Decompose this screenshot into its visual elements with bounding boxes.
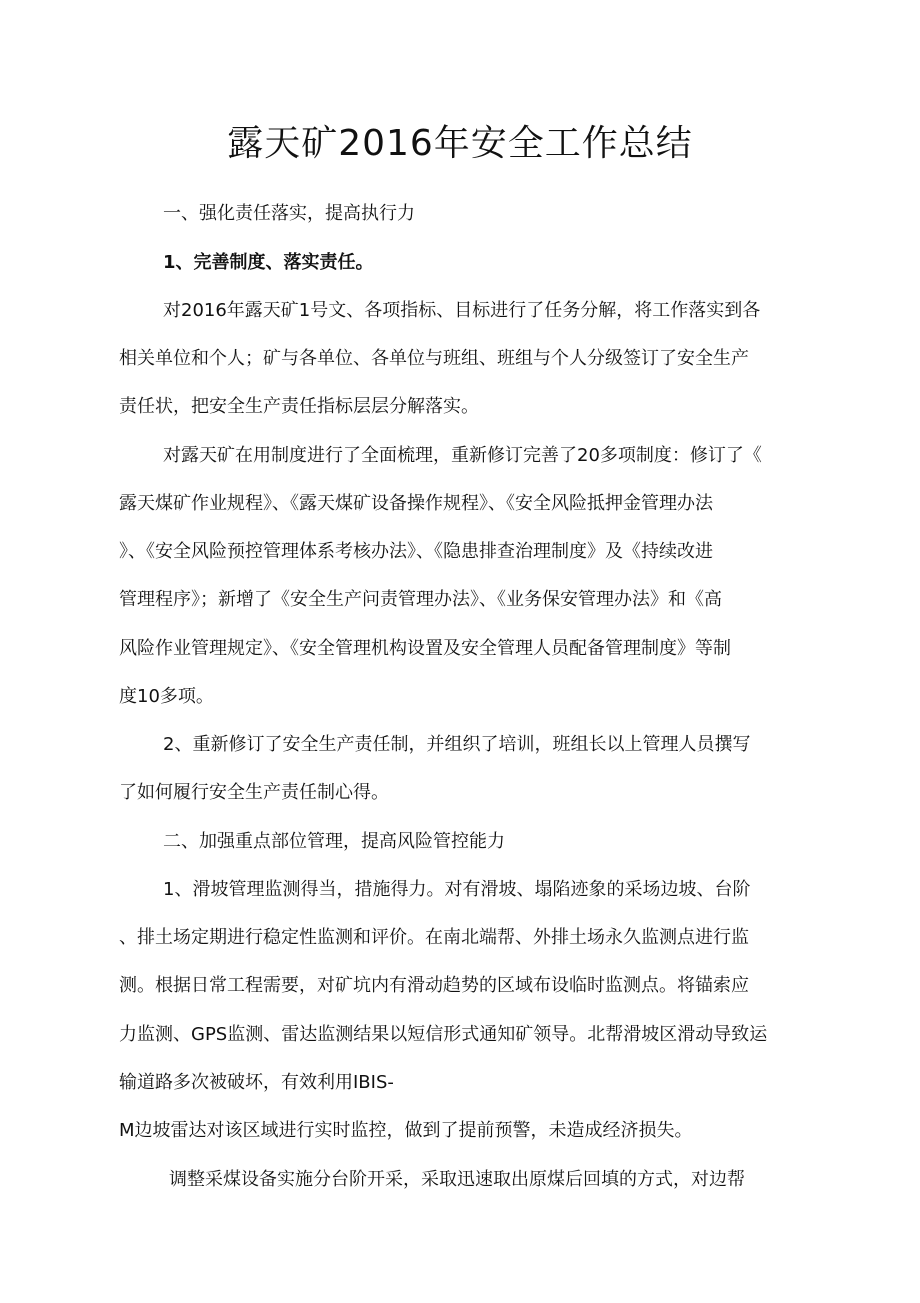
paragraph-line: M边坡雷达对该区域进行实时监控，做到了提前预警，未造成经济损失。	[119, 1120, 693, 1141]
paragraph-line: 了如何履行安全生产责任制心得。	[119, 782, 389, 803]
paragraph-line: 1、滑坡管理监测得当，措施得力。对有滑坡、塌陷迹象的采场边坡、台阶	[163, 879, 751, 900]
paragraph-line: 力监测、GPS监测、雷达监测结果以短信形式通知矿领导。北帮滑坡区滑动导致运	[119, 1024, 768, 1045]
paragraph-line: 风险作业管理规定》、《安全管理机构设置及安全管理人员配备管理制度》等制	[119, 638, 731, 659]
paragraph-line: 度10多项。	[119, 686, 214, 707]
paragraph-line: 、排土场定期进行稳定性监测和评价。在南北端帮、外排土场永久监测点进行监	[119, 927, 749, 948]
paragraph-line: 测。根据日常工程需要，对矿坑内有滑动趋势的区域布设临时监测点。将锚索应	[119, 975, 749, 996]
subsection-heading-1-1: 1、完善制度、落实责任。	[163, 252, 374, 273]
paragraph-line: 露天煤矿作业规程》、《露天煤矿设备操作规程》、《安全风险抵押金管理办法	[119, 493, 713, 514]
paragraph-line: 对露天矿在用制度进行了全面梳理，重新修订完善了20多项制度：修订了《	[163, 445, 762, 466]
paragraph-line: 调整采煤设备实施分台阶开采，采取迅速取出原煤后回填的方式，对边帮	[169, 1169, 745, 1190]
section-heading-2: 二、加强重点部位管理，提高风险管控能力	[163, 831, 505, 852]
document-title: 露天矿2016年安全工作总结	[227, 123, 693, 164]
paragraph-line: 责任状，把安全生产责任指标层层分解落实。	[119, 396, 479, 417]
paragraph-line: 管理程序》；新增了《安全生产问责管理办法》、《业务保安管理办法》和《高	[119, 589, 722, 610]
paragraph-line: 输道路多次被破坏，有效利用IBIS-	[119, 1072, 394, 1093]
paragraph-line: 2、重新修订了安全生产责任制，并组织了培训，班组长以上管理人员撰写	[163, 734, 751, 755]
paragraph-line: 》、《安全风险预控管理体系考核办法》、《隐患排查治理制度》及《持续改进	[119, 541, 713, 562]
paragraph-line: 相关单位和个人；矿与各单位、各单位与班组、班组与个人分级签订了安全生产	[119, 348, 749, 369]
section-heading-1: 一、强化责任落实，提高执行力	[163, 203, 415, 224]
paragraph-line: 对2016年露天矿1号文、各项指标、目标进行了任务分解，将工作落实到各	[163, 300, 761, 321]
